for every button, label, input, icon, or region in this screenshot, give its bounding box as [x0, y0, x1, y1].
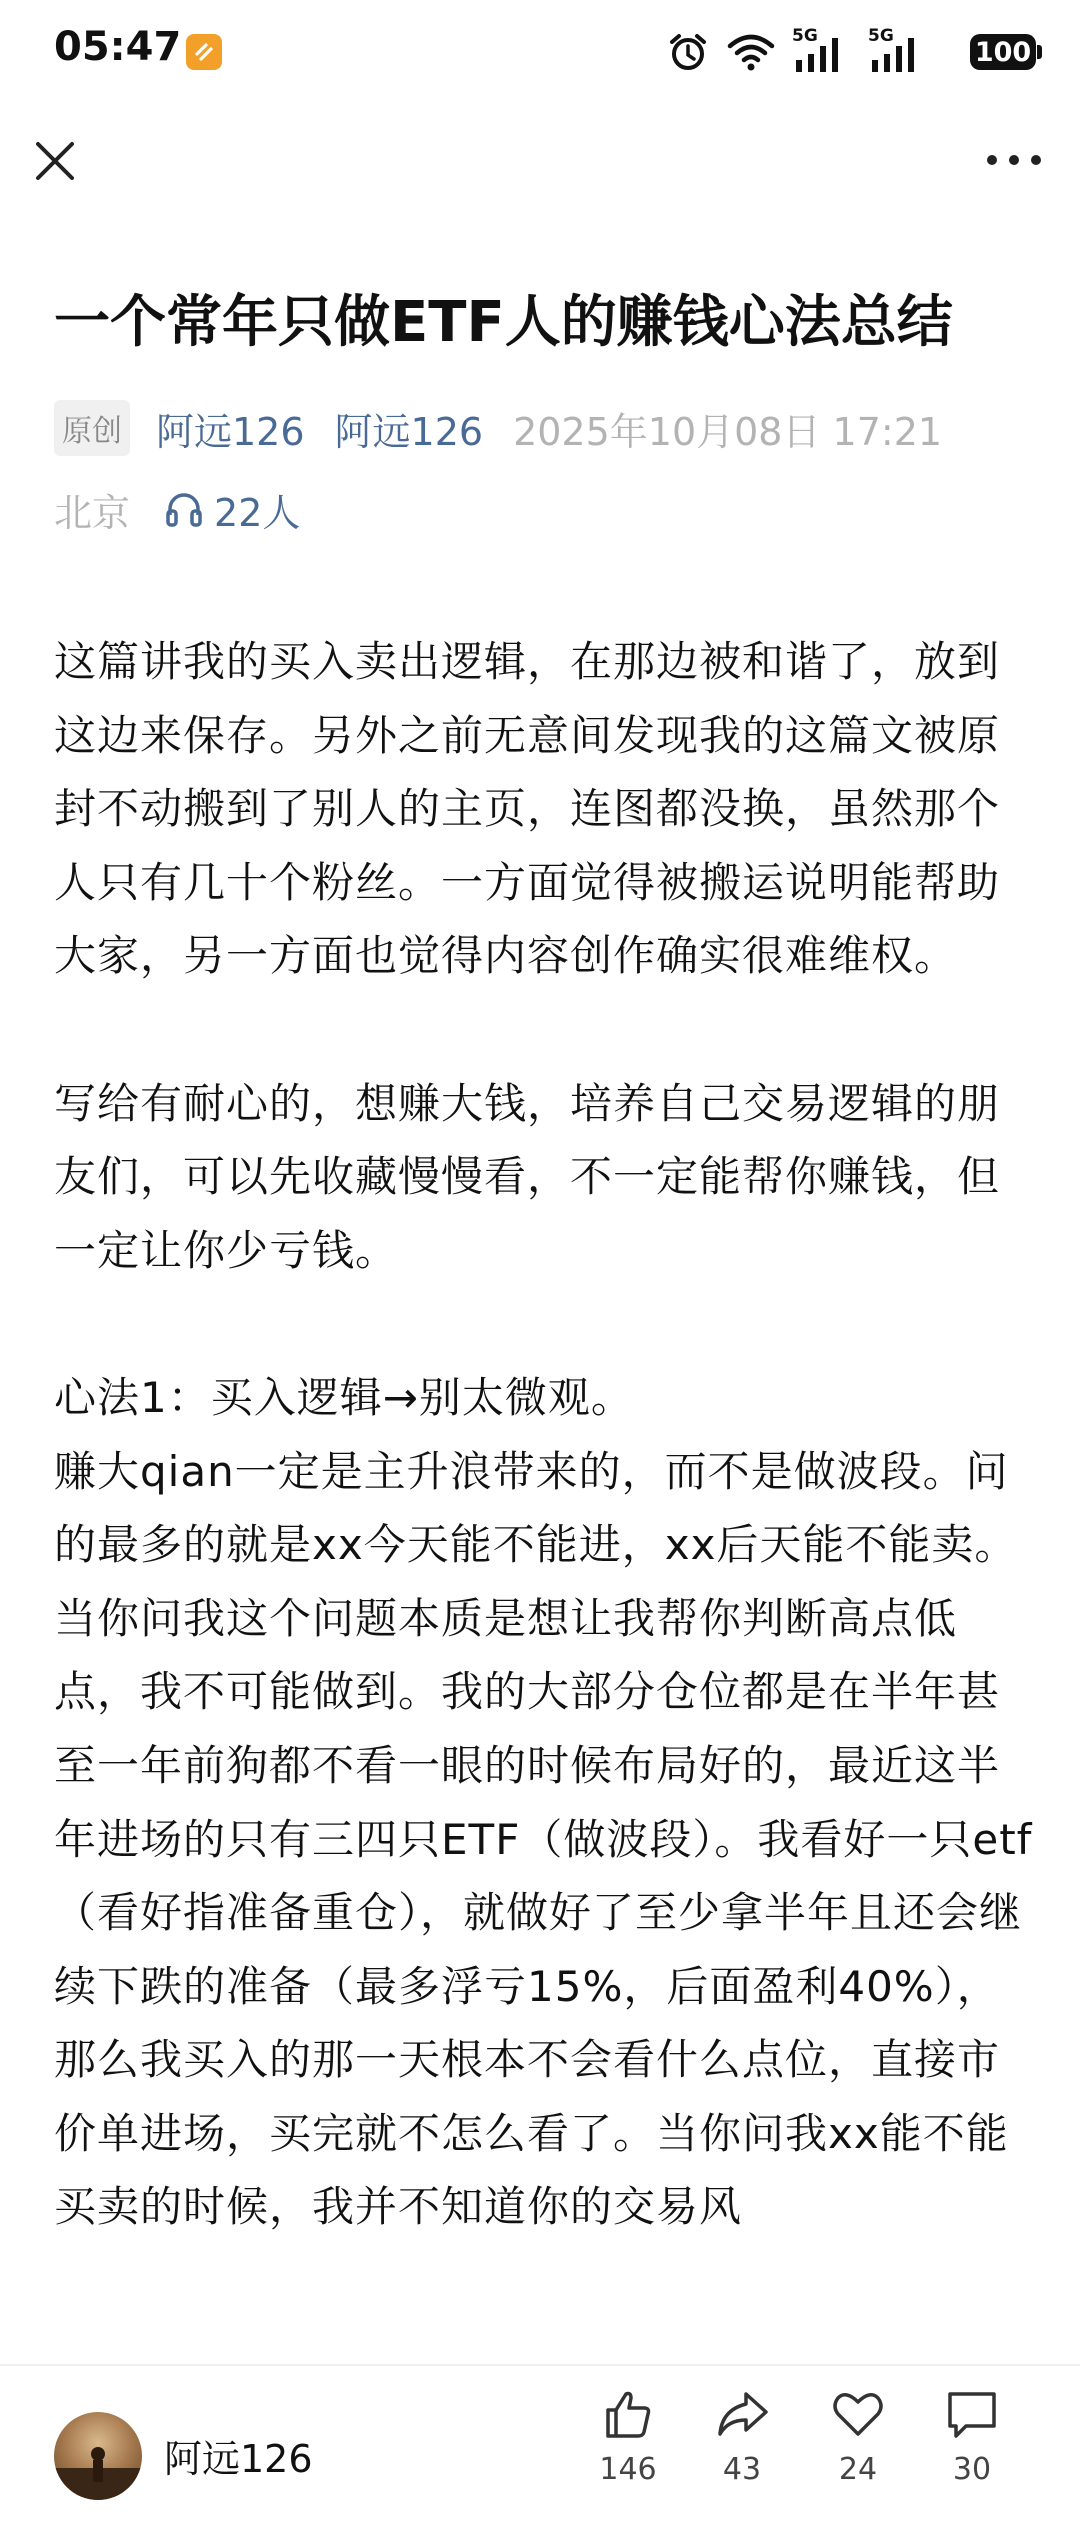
comment-button[interactable] [922, 2386, 1022, 2487]
publish-date: 2025年10月08日 17:21 [513, 409, 943, 454]
battery-icon: 100 [970, 34, 1036, 70]
heart-icon [830, 2386, 886, 2442]
like-count: 146 [599, 2452, 657, 2487]
article-meta-2 [54, 483, 300, 535]
listen-button[interactable] [164, 482, 300, 537]
listener-count: 22人 [214, 490, 301, 535]
status-time: 05:47 [54, 24, 182, 70]
author-link[interactable]: 阿远126 [156, 409, 305, 454]
favorite-button[interactable] [808, 2386, 908, 2487]
more-button[interactable] [982, 140, 1046, 180]
author-avatar[interactable] [54, 2412, 142, 2500]
share-count: 43 [722, 2452, 762, 2487]
close-button[interactable] [30, 136, 80, 186]
wifi-icon [726, 32, 776, 72]
share-button[interactable] [692, 2386, 792, 2487]
paragraph: 写给有耐心的，想赚大钱，培养自己交易逻辑的朋友们，可以先收藏慢慢看，不一定能帮你赚钱，但一定让你少亏钱。 [54, 1078, 1001, 1275]
comment-count: 30 [952, 2452, 992, 2487]
like-button[interactable] [578, 2386, 678, 2487]
paragraph: 赚大qian一定是主升浪带来的，而不是做波段。问的最多的就是xx今天能不能进，xx后天能不能卖。当你问我这个问题本质是想让我帮你判断高点低点，我不可能做到。我的大部分仓位都是在半年甚至一年前狗都不看一眼的时候布局好的，最近这半年进场的只有三四只ETF（做波段）。我看好一只etf（看好指准备重仓），就做好了至少拿半年且还会继续下跌的准备（最多浮亏15%，后面盈利40%），那么我买入的那一天根本不会看什么点位，直接市价单进场，买完就不怎么看了。当你问我xx能不能买卖的时候，我并不知道你的交易风 [54, 1446, 1033, 2232]
original-badge: 原创 [54, 400, 130, 456]
article-title: 一个常年只做ETF人的赚钱心法总结 [54, 290, 953, 355]
article-meta [54, 402, 942, 454]
signal-icon [796, 36, 850, 72]
paragraph: 这篇讲我的买入卖出逻辑，在那边被和谐了，放到这边来保存。另外之前无意间发现我的这篇文被原封不动搬到了别人的主页，连图都没换，虽然那个人只有几十个粉丝。一方面觉得被搬运说明能帮助大家，另一方面也觉得内容创作确实很难维权。 [54, 637, 1001, 981]
thumbs-up-icon [600, 2386, 656, 2442]
article-body [54, 625, 1034, 2360]
status-bar [0, 0, 1080, 110]
app-notification-icon [186, 34, 222, 70]
close-icon [30, 136, 80, 186]
alarm-icon [666, 30, 710, 74]
bottom-action-bar [0, 2364, 1080, 2522]
location-label: 北京 [54, 490, 131, 535]
paragraph-heading: 心法1：买入逻辑→别太微观。 [54, 1372, 634, 1422]
network-type-label-2: 5G [868, 26, 894, 46]
more-icon [982, 140, 1046, 180]
headphones-icon [164, 489, 204, 529]
author-name[interactable]: 阿远126 [164, 2437, 313, 2481]
network-type-label: 5G [792, 26, 818, 46]
account-link[interactable]: 阿远126 [334, 409, 484, 454]
status-icons [666, 26, 1036, 82]
comment-icon [944, 2386, 1000, 2442]
favorite-count: 24 [838, 2452, 878, 2487]
signal-icon-2 [872, 36, 926, 72]
share-icon [714, 2386, 770, 2442]
